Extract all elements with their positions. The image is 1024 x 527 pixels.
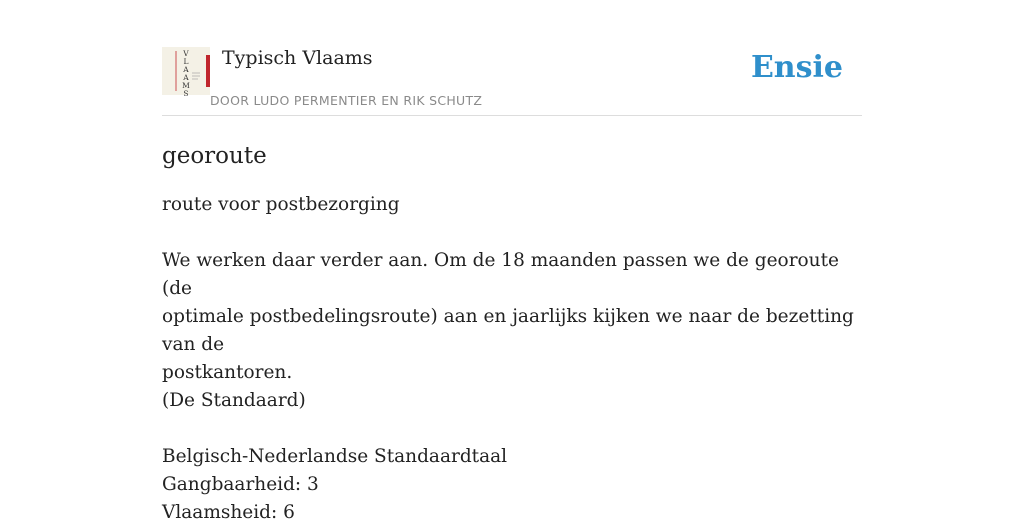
vlaamsheid-rating: Vlaamsheid: 6 [162,502,295,523]
example-line: postkantoren. [162,362,293,383]
spacer [162,219,862,247]
gangbaarheid-rating: Gangbaarheid: 3 [162,474,319,495]
svg-text:VLAAMS: V L A A M S [182,49,190,98]
book-authors: DOOR LUDO PERMENTIER EN RIK SCHUTZ [210,93,483,108]
spacer [162,415,862,443]
entry-body [162,191,862,527]
example-line: optimale postbedelingsroute) aan en jaarlijks kijken we naar de bezetting van de [162,306,854,355]
header [162,40,862,116]
book-title[interactable]: Typisch Vlaams [222,47,373,69]
entry-term: georoute [162,143,267,169]
language-label: Belgisch-Nederlandse Standaardtaal [162,446,508,467]
example-line: We werken daar verder aan. Om de 18 maanden passen we de georoute (de [162,250,839,299]
entry-card [162,40,862,527]
example-source: (De Standaard) [162,390,306,411]
ensie-logo[interactable]: Ensie [750,50,843,85]
book-cover-icon[interactable] [162,47,210,98]
entry-definition: route voor postbezorging [162,194,400,215]
